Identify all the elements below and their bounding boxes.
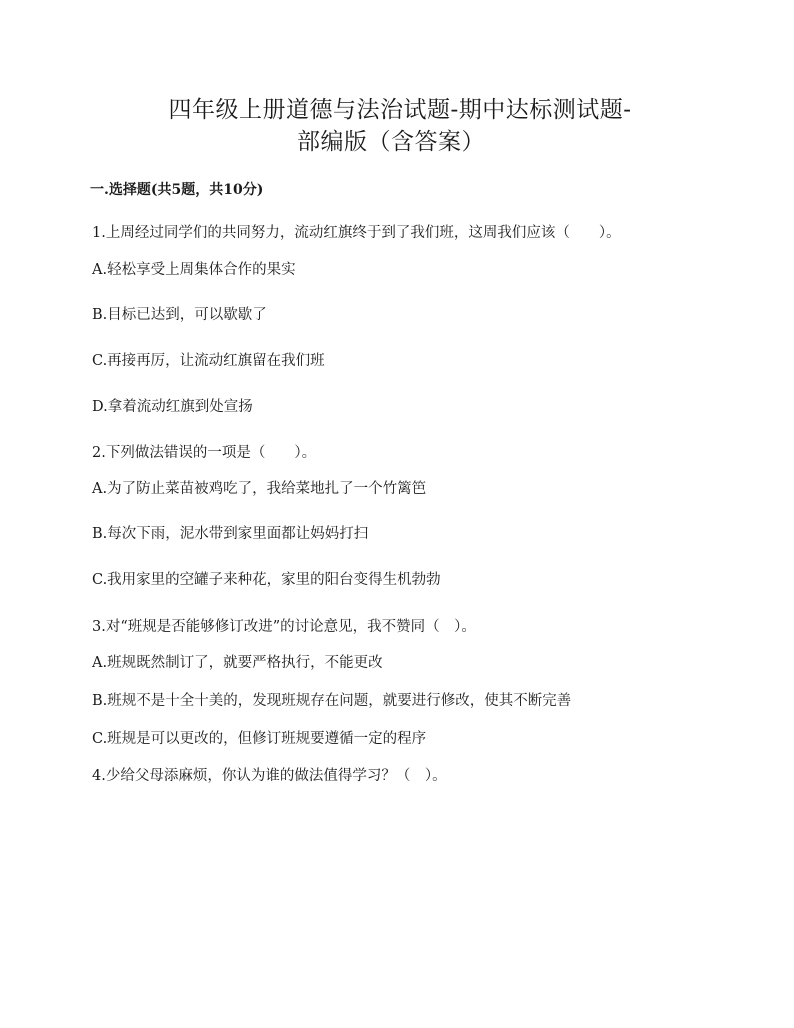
document-title-line-2: 部编版（含答案）: [297, 129, 485, 155]
question-1-option-d: D.拿着流动红旗到处宣扬: [92, 399, 253, 415]
question-2-stem: 2.下列做法错误的一项是（ ）。: [92, 445, 317, 461]
question-2-option-b: B.每次下雨，泥水带到家里面都让妈妈打扫: [92, 526, 369, 542]
question-3-stem: 3.对“班规是否能够修订改进”的讨论意见，我不赞同（ ）。: [92, 619, 476, 635]
document-title-line-1: 四年级上册道德与法治试题-期中达标测试题-: [168, 97, 632, 123]
question-2-option-a: A.为了防止菜苗被鸡吃了，我给菜地扎了一个竹篱笆: [92, 481, 427, 497]
question-1-stem: 1.上周经过同学们的共同努力，流动红旗终于到了我们班，这周我们应该（ ）。: [92, 225, 621, 241]
question-2-option-c: C.我用家里的空罐子来种花，家里的阳台变得生机勃勃: [92, 572, 441, 588]
section-heading: 一.选择题(共5题，共10分): [90, 182, 264, 198]
question-1-option-a: A.轻松享受上周集体合作的果实: [92, 262, 296, 278]
question-1-option-c: C.再接再厉，让流动红旗留在我们班: [92, 353, 325, 369]
question-1-option-b: B.目标已达到，可以歇歇了: [92, 307, 267, 323]
question-3-option-a: A.班规既然制订了，就要严格执行，不能更改: [92, 655, 383, 671]
question-3-option-b: B.班规不是十全十美的，发现班规存在问题，就要进行修改，使其不断完善: [92, 693, 572, 709]
question-3-option-c: C.班规是可以更改的，但修订班规要遵循一定的程序: [92, 731, 427, 747]
question-4-stem: 4.少给父母添麻烦，你认为谁的做法值得学习？（ ）。: [92, 768, 447, 784]
